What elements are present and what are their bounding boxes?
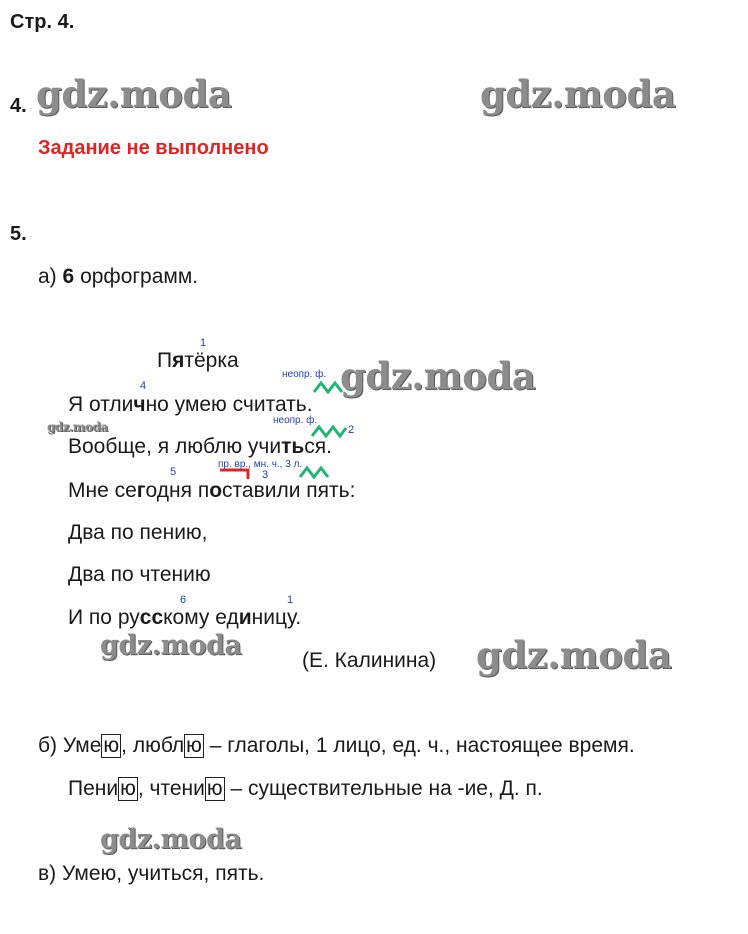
poem-line-2-orthogram: ть [281,435,305,458]
poem-line-3-orthogram-1: г [136,479,146,502]
poem-title-pre: П [157,349,173,372]
part-b-line-2-description: – существительные на -ие, Д. п. [230,777,543,800]
ending-box: ю [206,777,223,800]
task5-number: 5. [10,223,27,245]
watermark-3: gdz.moda [340,354,536,398]
word-stem: чтени [149,777,205,800]
part-b-prefix: б) [38,734,58,757]
orthogram-number: 1 [200,337,207,349]
task4-number: 4. [10,95,27,117]
poem-line-4: Два по пению, [68,521,208,544]
word-stem: любл [132,734,185,757]
poem-line-2-pre: Вообще, я люблю учи [68,435,282,458]
orthogram-number: 3 [262,469,269,481]
poem-line-2-post: ся. [304,435,333,458]
part-c-text: Умею, учиться, пять. [62,862,265,885]
watermark-5: gdz.moda [100,630,242,661]
part-a-prefix: а) [38,265,57,288]
poem-line-6 [68,606,301,630]
poem-line-6-orthogram-2: и [238,606,252,629]
poem-line-6-post: ницу. [251,606,302,629]
separator: , [137,777,150,800]
poem-line-1 [68,393,313,417]
word-stem: Уме [62,734,102,757]
ending-box: ю [120,777,136,800]
part-c-prefix: в) [38,862,57,885]
separator: , [121,734,133,757]
poem-title [157,349,239,373]
poem-line-6-orthogram-1: сс [139,606,164,629]
watermark-7: gdz.moda [100,824,242,855]
note-verb-form: пр. вр., мн. ч., 3 л. [218,459,303,470]
orthogram-number: 5 [170,466,177,478]
poem-author: (Е. Калинина) [302,649,437,672]
poem-line-5: Два по чтению [68,563,211,586]
poem-line-1-orthogram: ч [133,393,146,416]
poem-title-post: тёрка [184,349,239,372]
poem-line-1-pre: Я отли [68,393,134,416]
note-infinitive-2: неопр. ф. [273,415,318,426]
part-b-line-1 [38,734,635,758]
part-a-count: 6 [62,265,75,288]
part-a-suffix: орфограмм. [80,265,199,288]
page-label: Стр. 4. [10,11,75,33]
ending-box: ю [103,734,120,757]
watermark-4: gdz.moda [47,420,108,434]
poem-line-6-mid: кому ед [163,606,239,629]
watermark-2: gdz.moda [480,72,676,116]
part-c-line [38,862,264,886]
poem-line-3 [68,479,355,503]
watermark-1: gdz.moda [36,72,232,116]
part-b-line-2 [68,777,543,801]
zigzag-underline-icon [298,465,332,479]
orthogram-number: 2 [348,424,355,436]
orthogram-number: 1 [287,594,294,606]
word-stem: Пени [68,777,119,800]
poem-line-3-orthogram-2: о [209,479,223,502]
poem-line-1-post: но умею считать. [145,393,313,416]
poem-line-6-pre: И по ру [68,606,140,629]
part-b-line-1-description: – глаголы, 1 лицо, ед. ч., настоящее время. [209,734,635,757]
part-a-line [38,265,198,289]
orthogram-number: 4 [140,380,147,392]
poem-title-orthogram: я [172,349,185,372]
watermark-6: gdz.moda [476,633,672,677]
note-infinitive-1: неопр. ф. [282,369,327,380]
poem-line-3-pre: Мне се [68,479,137,502]
poem-line-2 [68,435,332,459]
poem-line-3-mid: одня п [145,479,210,502]
orthogram-number: 6 [180,594,187,606]
poem-line-3-post: ставили пять: [222,479,356,502]
task4-status: Задание не выполнено [38,137,269,159]
ending-box: ю [186,734,202,757]
